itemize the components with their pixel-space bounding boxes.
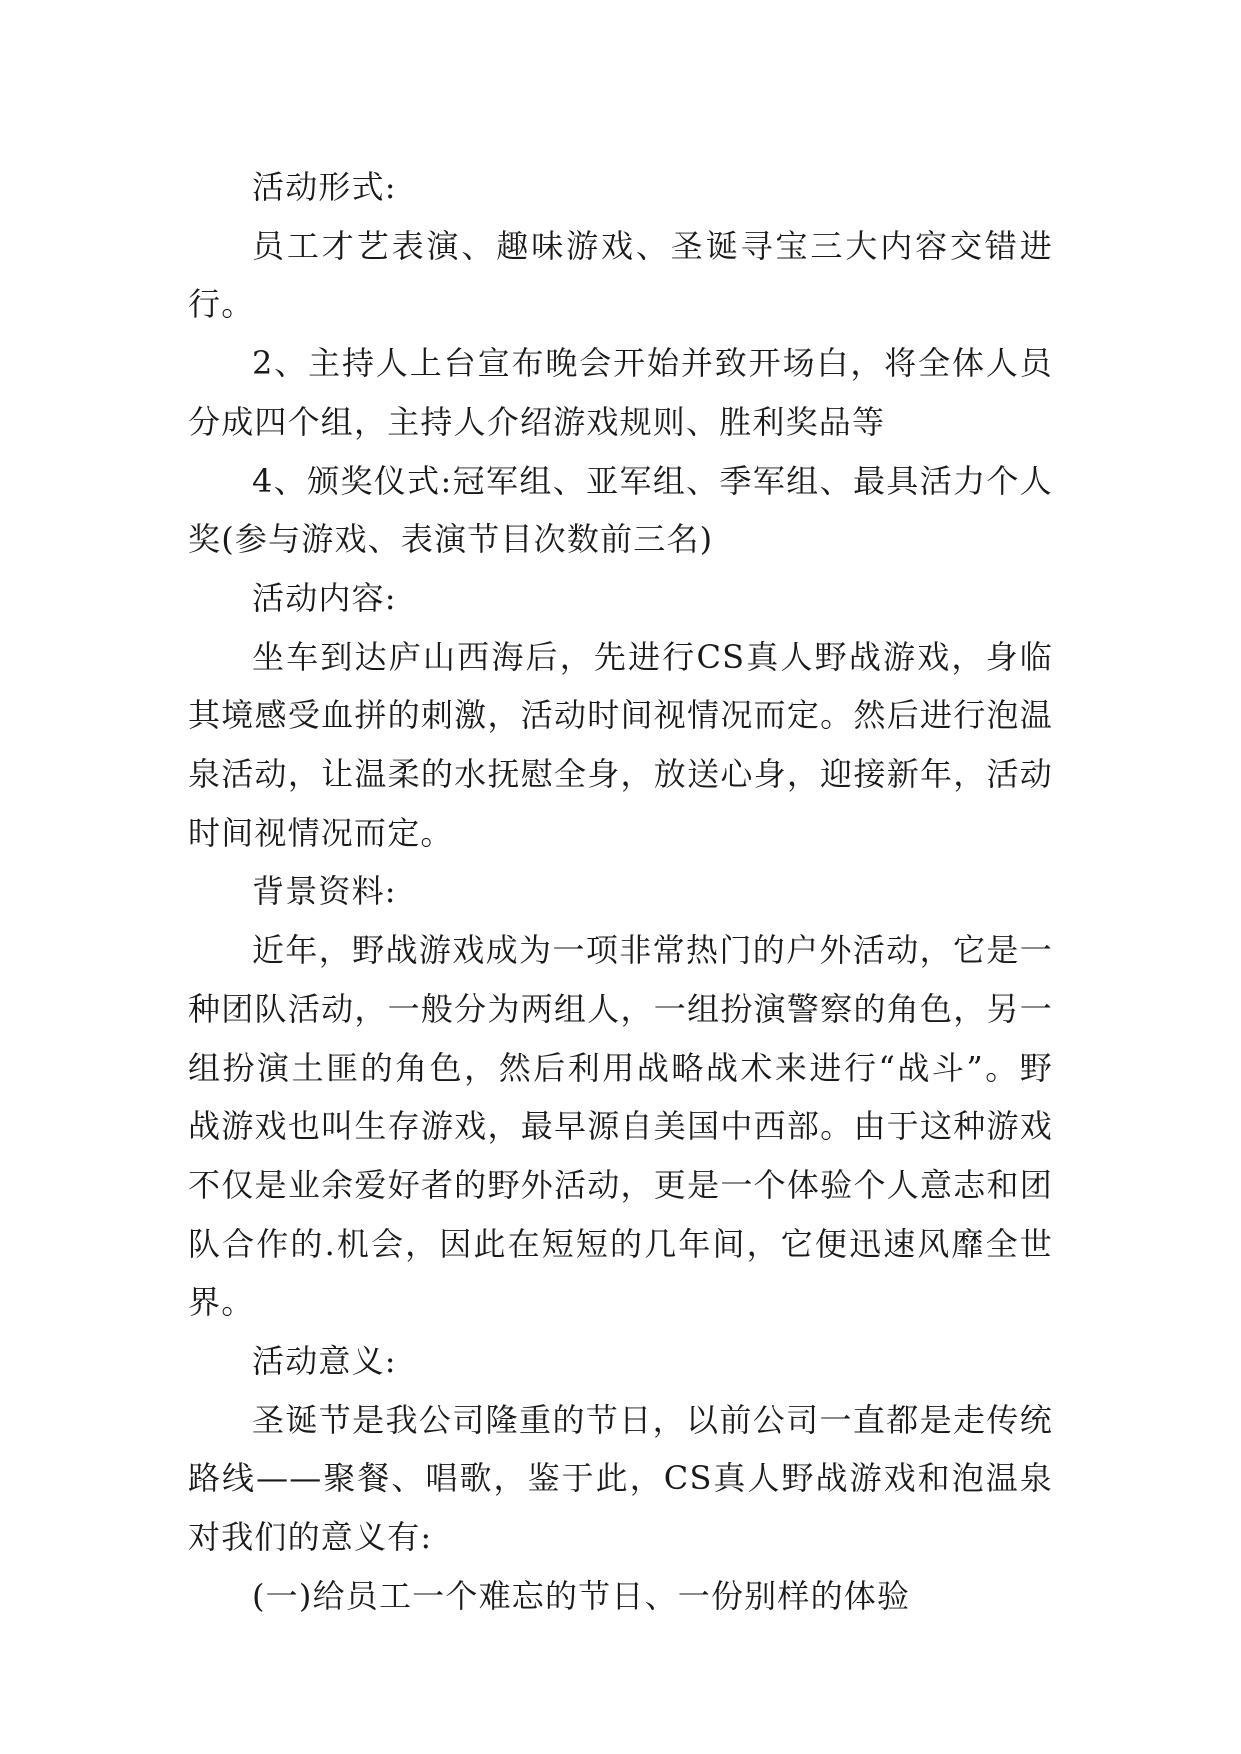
paragraph-award-ceremony: 4、颁奖仪式:冠军组、亚军组、季军组、最具活力个人奖(参与游戏、表演节目次数前三名)	[188, 461, 1053, 559]
paragraph-activity-form: 员工才艺表演、趣味游戏、圣诞寻宝三大内容交错进行。	[188, 226, 1053, 324]
paragraph-activity-content: 坐车到达庐山西海后，先进行CS真人野战游戏，身临其境感受血拼的刺激，活动时间视情况而定。然后进行泡温泉活动，让温柔的水抚慰全身，放送心身，迎接新年，活动时间视情况而定。	[188, 637, 1053, 852]
paragraph-background: 近年，野战游戏成为一项非常热门的户外活动，它是一种团队活动，一般分为两组人，一组扮演警察的角色，另一组扮演土匪的角色，然后利用战略战术来进行“战斗”。野战游戏也叫生存游戏，最早源自美国中西部。由于这种游戏不仅是业余爱好者的野外活动，更是一个体验个人意志和团队合作的.机会，因此在短短的几年间，它便迅速风靡全世界。	[188, 931, 1053, 1322]
paragraph-activity-meaning: 圣诞节是我公司隆重的节日，以前公司一直都是走传统路线——聚餐、唱歌，鉴于此，CS真人野战游戏和泡温泉对我们的意义有:	[188, 1400, 1053, 1557]
document-body	[188, 158, 1053, 1626]
heading-background: 背景资料:	[252, 872, 397, 911]
heading-activity-meaning: 活动意义:	[252, 1342, 397, 1381]
heading-activity-form: 活动形式:	[252, 168, 397, 206]
heading-activity-content: 活动内容:	[252, 578, 397, 617]
paragraph-host-opening: 2、主持人上台宣布晚会开始并致开场白，将全体人员分成四个组，主持人介绍游戏规则、胜利奖品等	[188, 344, 1053, 441]
list-item-meaning-1: (一)给员工一个难忘的节日、一份别样的体验	[252, 1576, 911, 1615]
